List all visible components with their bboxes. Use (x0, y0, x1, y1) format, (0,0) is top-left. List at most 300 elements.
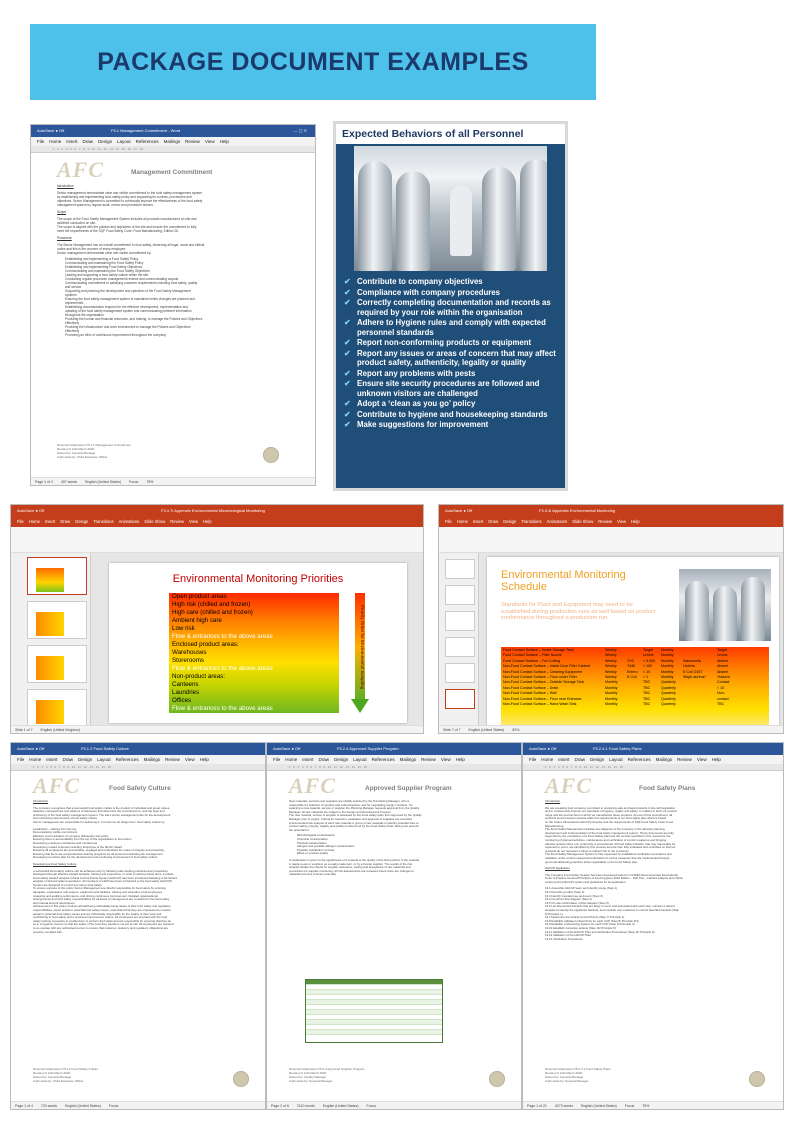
menu-item[interactable]: References (115, 757, 139, 762)
text-line: activities conducted on site. (57, 221, 96, 225)
menu-item[interactable]: Mailings (163, 139, 181, 144)
priority-item: Offices (172, 697, 192, 704)
text-line: safety training necessary to enable them to perform their tasks and are responsible for ensuring that they do (33, 918, 172, 923)
text-line: The Food Safety Management System is fully supported by established verification procedures and (545, 852, 672, 857)
status-item: 4073 words (554, 1104, 573, 1108)
text-line: To ensure success of this policy Senior Management are directly responsible for food safety by ensuring (33, 886, 166, 891)
bullet-item: Leading and supporting a food safety culture within the site (65, 273, 149, 277)
menu-item[interactable]: Home (456, 519, 468, 524)
table-cell: Monthly (661, 653, 674, 658)
menu-item[interactable]: View (440, 757, 451, 762)
table-cell: Staph aureus* (683, 675, 706, 680)
list-item: 19.11 Validation of the HACCP Plan and Verification Procedures (Step 11/ Principle 6) (545, 929, 655, 934)
text-line: Food safety Hazard analysis Critical Control Points System (HACCP) has been introduced following a full hazard (33, 875, 177, 880)
text-line: control point (HACCP) system and guidelines for its application. (545, 879, 627, 884)
menu-item[interactable]: Draw (62, 757, 74, 762)
menu-item[interactable]: Animations (546, 519, 568, 524)
menu-item[interactable]: Home (29, 757, 42, 762)
menu-item[interactable]: View (188, 519, 198, 524)
menu-item[interactable]: Help (202, 519, 212, 524)
table-cell: Quarterly (661, 680, 676, 685)
bullet-item: systems (65, 293, 77, 297)
text-line: New materials, services and suppliers are initially selected by the Purchasing Manager, who is (289, 799, 410, 803)
autosave-label[interactable]: AutoSave ● Off (529, 746, 557, 751)
behavior-item: ✔ Adhere to Hygiene rules and comply with expected personnel standards (344, 318, 559, 337)
document-footer (545, 1067, 611, 1083)
footer-line: Document Reference F5.2.4 Approved Supplier Program (289, 1067, 365, 1071)
table-cell: Absent (717, 658, 729, 663)
ppt-menu-bar (439, 517, 783, 527)
text-line: developed through effective hazard analysis, training and experience, in order to achieve these aims, a robust (33, 872, 174, 877)
menu-item[interactable]: Insert (558, 757, 570, 762)
menu-item[interactable]: Draw (488, 519, 499, 524)
footer-line: Document Reference F5.1.1 Management Commitment (57, 443, 131, 447)
table-cell: Non- (717, 691, 725, 696)
text-line: adequate, organisation and support, equipment and facilities, training and education of all employees, (33, 890, 163, 895)
menu-item[interactable]: Design (98, 139, 113, 144)
menu-item[interactable]: Review (185, 139, 200, 144)
table-cell: Non-Food Contact Surface – Outside Storage Tank (503, 680, 585, 685)
text-line: good manufacturing practices (when applicable) or the Food Safety plan. (545, 859, 639, 864)
table-cell: Monthly (661, 675, 674, 680)
steps-list (545, 887, 773, 941)
menu-item[interactable]: Slide Show (144, 519, 166, 524)
list-item: Developing an action plan for the development and continuing improvement of food safety culture (33, 855, 158, 860)
document-heading: Food Safety Culture (109, 785, 171, 792)
slide-thumbnail[interactable] (27, 645, 87, 683)
menu-item[interactable]: Insert (472, 519, 484, 524)
section-title: Developing a Food Safety Culture (33, 861, 77, 866)
bullet-item: and service (65, 285, 82, 289)
ppt-title-bar (11, 505, 423, 517)
table-cell (683, 702, 717, 707)
status-item: Page 1 of 21 (527, 1104, 547, 1108)
table-cell: Absent (717, 669, 729, 674)
table-cell: Food Contact Surface – Full Coding (503, 658, 561, 663)
text-line: actual or potential food safety issues and are individually responsible for the quality of their work and (33, 911, 162, 916)
word-window-food-safety-plans (522, 742, 784, 1110)
priority-item: High risk (chilled and frozen) (172, 601, 251, 608)
bullet-item: Conducting regular procedure management reviews and communicating outputs (65, 277, 179, 281)
menu-item[interactable]: Mailings (655, 757, 673, 762)
bullet-item: effectively (65, 321, 80, 325)
menu-item[interactable]: Animations (118, 519, 140, 524)
bullet-list (297, 834, 511, 856)
priority-item: Enclosed product areas: (172, 641, 239, 648)
footer-line: Revision 0 11th March 2026 (545, 1071, 583, 1075)
status-item: English (United Kingdom) (40, 728, 81, 732)
text-line: Consideration is given to the significance of a material to the quality of the final product. If the material (289, 857, 419, 862)
behavior-item: ✔ Ensure site security procedures are followed and unknown visitors are challenged (344, 379, 559, 398)
menu-item[interactable]: File (37, 139, 45, 144)
table-cell: Non-Food Contact Surface – Drain (503, 685, 559, 690)
document-page[interactable] (267, 771, 521, 1101)
table-cell: Non-Food Contact Surface – Floor near Entrance (503, 696, 582, 701)
window-controls[interactable]: — ▢ ✕ (293, 128, 307, 133)
menu-item[interactable]: References (135, 139, 159, 144)
menu-item[interactable]: File (529, 757, 537, 762)
status-item: Page 1 of 4 (15, 1104, 33, 1108)
menu-item[interactable]: Review (677, 757, 692, 762)
ruler: · 1 · 2 · 3 · 4 · 5 · 6 · 7 · 8 · 9 · 10 · 11 · 12 · 13 · 14 · 15 · 16 (11, 764, 265, 771)
table-cell: Monthly (661, 658, 674, 663)
word-title-bar (267, 743, 521, 755)
text-line: responsibilities, report actual or potential food safety issues, understand that they are empowered to resolve (33, 908, 171, 913)
list-item: 19.9 Establish a Monitoring System for each CCP (Step 9/ Principle 4) (545, 922, 635, 927)
paragraph (33, 870, 255, 935)
bullet-item: Promoting an ethic of continuous improvement throughout the company (65, 333, 166, 337)
menu-item[interactable]: Home (285, 757, 298, 762)
afc-logo: AFC (33, 773, 81, 798)
afc-seal-icon (233, 1071, 249, 1087)
text-line: by establishing and implementing food safety policy and supporting its controls, procedures and (57, 195, 192, 199)
text-line: properly complied with. (33, 929, 63, 934)
text-line: selecting a new material, service or supplier the Planning Manager requests approval from the Quality (289, 806, 420, 811)
priority-item: High care (chilled and frozen) (172, 609, 253, 616)
slide-title: Environmental Monitoring Schedule (501, 569, 626, 593)
bullet-item: Establishing documentation required for the effective development, implementation and (65, 305, 188, 309)
status-item: English (United States) (65, 1104, 101, 1108)
menu-item[interactable]: Layout (353, 757, 367, 762)
paragraph (289, 859, 511, 877)
status-item: Slide 1 of 7 (15, 728, 33, 732)
menu-item[interactable]: Help (455, 757, 465, 762)
menu-item[interactable]: View (204, 139, 215, 144)
menu-item[interactable]: View (616, 519, 626, 524)
priority-arrow-icon (353, 593, 367, 713)
list-item: Ensuring all employees are accountable, engaged and understand the value of integrity and proactivity (33, 848, 165, 853)
slide-thumbnail[interactable] (445, 611, 475, 631)
afc-logo: AFC (57, 157, 105, 182)
status-bar (267, 1101, 521, 1109)
slide-thumbnail[interactable] (445, 689, 475, 709)
slide-thumbnail[interactable] (445, 663, 475, 683)
section-title: Introduction (545, 799, 561, 803)
list-item: Demonstrating visible commitment (33, 830, 78, 835)
table-cell: TBC (643, 680, 651, 685)
table-cell: Monthly (661, 664, 674, 669)
text-line: Manufacturing. (545, 823, 565, 828)
menu-item[interactable]: Design (503, 519, 517, 524)
menu-item[interactable]: Insert (302, 757, 314, 762)
table-cell: Salmonella (683, 658, 701, 663)
text-line: Manager. All raw materials are subject to the Design and Development Process. (289, 809, 392, 814)
text-line: product safety, integrity, legality and quality is carried out by the Food Safety Team taking into account (289, 824, 419, 829)
status-bar (439, 725, 783, 733)
behavior-item: ✔ Report non-conforming products or equipment (344, 338, 559, 348)
table-cell: Quarterly (661, 696, 676, 701)
menu-item[interactable]: Draw (82, 139, 94, 144)
menu-item[interactable]: Help (630, 519, 640, 524)
status-item: Focus (108, 1104, 119, 1108)
slide-canvas[interactable] (109, 563, 407, 723)
table-cell: *Absent (717, 675, 730, 680)
table-cell: < 10 (643, 669, 651, 674)
footer-line: Document Reference F5.2.4.1 Food Safety Plans (545, 1067, 611, 1071)
table-cell: Weekly (605, 653, 617, 658)
priority-item: Low risk (172, 625, 195, 632)
menu-item[interactable]: Mailings (143, 757, 161, 762)
title-banner (30, 24, 596, 100)
menu-item[interactable]: Review (598, 519, 612, 524)
menu-item[interactable]: Draw (574, 757, 586, 762)
menu-item[interactable]: File (273, 757, 281, 762)
list (33, 828, 255, 860)
window-title: F5.2.4 Approved Supplier Program (337, 746, 399, 751)
slide-canvas[interactable] (487, 557, 779, 731)
word-menu-bar (523, 755, 783, 764)
table-cell: Food Contact Surface – Inside Storage Tank (503, 648, 574, 652)
behavior-item: ✔ Contribute to company objectives (344, 277, 559, 287)
list-item: 19.7 Determine the Critical Control Points (Step 7/ Principle 2) (545, 915, 625, 920)
bullet-item: Possible substitution or fraud (297, 847, 335, 852)
priority-item: Warehouses (172, 649, 207, 656)
menu-item[interactable]: Design (75, 519, 89, 524)
table-cell: TBC (643, 691, 651, 696)
status-item: 82% (512, 728, 520, 732)
text-line: and continuing improvement of food safety culture. (33, 816, 98, 821)
table-cell: Non-Food Contact Surface – Cleaning Equipment (503, 669, 583, 674)
behavior-item: ✔ Make suggestions for improvement (344, 420, 559, 430)
menu-item[interactable]: File (445, 519, 452, 524)
bullet-item: Supporting and planning the development and operation of the Food Safety Management (65, 289, 191, 293)
text-line: and manual and job descriptions. (33, 900, 76, 905)
bullet-item: Establishing and implementing Food Safety Objectives (65, 265, 143, 269)
slide-thumbnail[interactable] (27, 557, 87, 595)
menu-item[interactable]: Layout (117, 139, 131, 144)
menu-item[interactable]: Review (421, 757, 436, 762)
table-cell: Absent (717, 664, 729, 669)
behavior-item: ✔ Contribute to hygiene and housekeeping standards (344, 410, 559, 420)
slide-thumbnail[interactable] (27, 689, 87, 727)
menu-item[interactable]: Help (219, 139, 229, 144)
table-cell: Non-Food Contact Surface – Hand Wash Sink (503, 702, 577, 707)
section-title: Introduction (33, 799, 49, 803)
status-item: 723 words (40, 1104, 58, 1108)
text-line: supported by the completion of a Food Safety plan and the records specified in this manual for the (545, 834, 671, 839)
menu-item[interactable]: Help (199, 757, 209, 762)
text-line: monitoring of planned activities, maintenance and verification of control measures and bringing (545, 837, 666, 842)
afc-seal-icon (749, 1071, 765, 1087)
text-line: procedures for supplier monitoring. All risk assessments are reviewed where there are changes to (289, 868, 414, 873)
word-title-bar (11, 743, 265, 755)
table-cell: Monthly (605, 702, 618, 707)
text-line: contributing to food safety and a continual improvement culture. All employees are provided with the food (33, 915, 168, 920)
menu-item[interactable]: Design (334, 757, 349, 762)
menu-item[interactable]: Home (28, 519, 40, 524)
list-item: Ensuring there is accountability from the top of the organisation to the bottom (33, 837, 132, 842)
paragraph (545, 874, 773, 885)
page-title: PACKAGE DOCUMENT EXAMPLES (97, 48, 529, 76)
menu-item[interactable]: Design (590, 757, 605, 762)
menu-item[interactable]: Layout (97, 757, 111, 762)
text-line: analysis of all food related operations. All members of staff have been introduced to the food safety (HACCP) (33, 879, 173, 884)
list-item: 6/ Principle 1) (545, 911, 563, 916)
autosave-label[interactable]: AutoSave ● Off (17, 746, 45, 751)
slide-subtitle: Standards for Plant and Equipment may need to be established during production runs as well based on product conformance throughout a production run. (501, 602, 656, 621)
autosave-label[interactable]: AutoSave ● Off (17, 508, 45, 513)
text-line: on the Codex Alimentarius HACCP principles and the requirements of SQF Food Safety Code: Food (545, 819, 674, 824)
window-title: F5.1 Management Commitment - Word (111, 128, 181, 133)
behavior-item: ✔ Report any issues or areas of concern that may affect product safety, authenticity, legality or quality (344, 349, 559, 368)
menu-item[interactable]: References (627, 757, 651, 762)
document-heading: Approved Supplier Program (365, 785, 452, 792)
list-item: 19.2 Describe product (Step 2) (545, 890, 585, 895)
window-title: F5.2.4.1 Food Safety Plans (593, 746, 642, 751)
text-line: expected to occur, are identified by this process and are then fully evaluated and controlled so that our (545, 845, 676, 850)
priority-item: Storerooms (172, 657, 204, 664)
menu-item[interactable]: Insert (44, 519, 56, 524)
text-line: Senior management demonstrate clear and visible commitment to the food safety management system (57, 191, 203, 195)
menu-item[interactable]: Draw (60, 519, 71, 524)
menu-item[interactable]: Transitions (93, 519, 114, 524)
behaviors-list (344, 277, 559, 430)
autosave-label[interactable]: AutoSave ● Off (273, 746, 301, 751)
window-title: F3.4.7i Appendix Environmental Microbiological Monitoring (161, 508, 265, 513)
text-line: objectives. Senior Management is committed to continually improve the effectiveness of the food safety (57, 199, 203, 203)
slide-thumbnail[interactable] (27, 601, 87, 639)
menu-item[interactable]: Insert (66, 139, 78, 144)
menu-item[interactable]: Review (170, 519, 184, 524)
document-heading: Management Commitment (131, 169, 213, 176)
document-page[interactable] (11, 771, 265, 1101)
bullet-item: Physical contamination (297, 840, 327, 845)
behaviors-title: Expected Behaviors of all Personnel (336, 124, 565, 144)
footer-line: Owned by: General Manager (545, 1075, 584, 1079)
behavior-item: ✔ Compliance with company procedures (344, 288, 559, 298)
status-item: Slide 7 of 7 (443, 728, 461, 732)
word-window-food-safety-culture (10, 742, 266, 1110)
slide-thumbnail[interactable] (445, 559, 475, 579)
menu-item[interactable]: Insert (46, 757, 58, 762)
text-line: A successful food safety culture can be achieved only by following safe working practices and procedures (33, 868, 168, 873)
table-cell: TBC (717, 702, 725, 707)
section-title: Introduction (57, 184, 74, 188)
status-item: 407 words (60, 480, 78, 484)
slide-thumbnail[interactable] (445, 585, 475, 605)
table-cell: Levels (717, 653, 728, 658)
table-cell: Monthly (605, 680, 618, 685)
list-item: 19.6 List all potential hazards that are likely to occur and associated with each step, conduct a hazard (545, 904, 675, 909)
table-cell: Target (717, 648, 727, 652)
menu-item[interactable]: View (696, 757, 707, 762)
menu-item[interactable]: File (17, 757, 25, 762)
word-window-approved-supplier (266, 742, 522, 1110)
text-line: The Company Food Safety System has been developed based on CODEX Recommended International (545, 872, 678, 877)
brewery-worker-photo (354, 146, 547, 271)
list-item: 19.5 On-site confirmation of flow diagram (Step 5) (545, 900, 609, 905)
status-bar (11, 1101, 265, 1109)
text-line: Code of Practice General Principles of Food Hygiene 2022 Edition – Part Two – Hazard analysis and critical (545, 876, 683, 881)
afc-seal-icon (263, 447, 279, 463)
menu-item[interactable]: Transitions (521, 519, 542, 524)
table-cell: Entero (627, 669, 638, 674)
table-cell: TBC (643, 702, 651, 707)
footer-line: Revision 0 11th March 2026 (57, 447, 95, 451)
text-line: The Food Safety Manual demonstrates due diligence of the company in the effective planning, (545, 827, 666, 832)
slide-thumbnail[interactable] (445, 637, 475, 657)
bullet-item: Allergen and possible allergen contamination (297, 844, 355, 849)
table-cell: Y&M (627, 664, 635, 669)
menu-item[interactable]: Layout (609, 757, 623, 762)
status-item: 75% (642, 1104, 650, 1108)
ppt-menu-bar (11, 517, 423, 527)
list-item: Developing reward schemes including ‘Employee of the Month’ award (33, 844, 123, 849)
priority-list (169, 593, 339, 713)
footer-line: Revision 0 11th March 2026 (33, 1071, 71, 1075)
document-page[interactable] (31, 153, 315, 477)
ruler: · 1 · 2 · 3 · 4 · 5 · 6 · 7 · 8 · 9 · 10 · 11 · 12 · 13 · 14 · 15 · 16 (267, 764, 521, 771)
bullet-item: implemented (65, 301, 84, 305)
priority-item: Open product areas (172, 593, 227, 600)
table-cell: Monthly (661, 669, 674, 674)
ppt-ribbon (11, 527, 423, 553)
list-item: 19.13 Verification Procedures (545, 936, 583, 941)
menu-item[interactable]: References (371, 757, 395, 762)
behavior-item: ✔ Adopt a ‘clean as you go’ policy (344, 399, 559, 409)
ruler: · 1 · 2 · 3 · 4 · 5 · 6 · 7 · 8 · 9 · 10 · 11 · 12 · 13 · 14 · 15 · 16 (523, 764, 783, 771)
menu-item[interactable]: Draw (318, 757, 330, 762)
priority-item: Flow & entrances to the above areas (172, 633, 273, 640)
menu-item[interactable]: Review (165, 757, 180, 762)
paragraph (57, 243, 297, 255)
document-page[interactable] (523, 771, 783, 1101)
text-line: codes and this is the concern of every employee. (57, 247, 127, 251)
table-cell: Monthly (605, 696, 618, 701)
paragraph (289, 800, 511, 832)
menu-item[interactable]: Mailings (399, 757, 417, 762)
autosave-label[interactable]: AutoSave ● Off (37, 128, 65, 133)
menu-item[interactable]: Help (711, 757, 721, 762)
bullet-item: Chemical contamination (297, 836, 328, 841)
autosave-label[interactable]: AutoSave ● Off (445, 508, 473, 513)
word-menu-bar (267, 755, 521, 764)
slide-thumbnails (11, 553, 91, 734)
text-line: reviewing and auditing performance, and driving continuous improvement. Detailed organisational (33, 893, 158, 898)
word-menu-bar (11, 755, 265, 764)
text-line: development and implementation of the food safety management system. These documents are fully (545, 830, 674, 835)
text-line: validation of the control measures/combination of control measures that are implemented through (545, 855, 670, 860)
table-cell: Quarterly (661, 702, 676, 707)
list-item: Leadership – starting from the top (33, 826, 77, 831)
word-title-bar (523, 743, 783, 755)
priority-item: Non-product areas: (172, 673, 225, 680)
menu-item[interactable]: File (17, 519, 24, 524)
menu-item[interactable]: Home (49, 139, 62, 144)
menu-item[interactable]: Slide Show (572, 519, 594, 524)
word-window-management-commitment (30, 124, 316, 486)
text-line: Senior management are responsible for delivering a “it is how we do things here” food safety culture by: (33, 819, 166, 824)
text-line: and to continuously improve our standards of hygiene, quality and safety. In relation to both our product (545, 809, 677, 814)
paragraph (545, 807, 773, 865)
bullet-item: Communicating and maintaining the Food Safety Policy (65, 261, 144, 265)
menu-item[interactable]: Home (541, 757, 554, 762)
text-line: arrangements and food safety responsibilities for all levels of management are contained in the food safety (33, 897, 170, 902)
table-cell: Weekly (605, 664, 617, 669)
document-footer (289, 1067, 364, 1083)
paragraph (57, 217, 297, 233)
document-body (57, 184, 297, 255)
supplier-table-image (305, 979, 443, 1043)
menu-item[interactable]: Design (78, 757, 93, 762)
list-item: 19.8 Establish validated critical limits for each CCP (Step 8/ Principle 3/4) (545, 918, 639, 923)
table-cell: Weekly (605, 669, 617, 674)
bullet-item: Providing the human and financial resources, and training, to manage the Policies and Objectives (65, 317, 203, 321)
text-line: products and processes operate within the requirements of our food safety plan which is based (545, 816, 667, 821)
paragraph (57, 191, 297, 207)
menu-item[interactable]: View (184, 757, 195, 762)
ruler: · 1 · 2 · 3 · 4 · 5 · 6 · 7 · 8 · 9 · 10 · 11 · 12 · 13 · 14 · 15 · 16 · 17 · 18 (31, 146, 315, 153)
